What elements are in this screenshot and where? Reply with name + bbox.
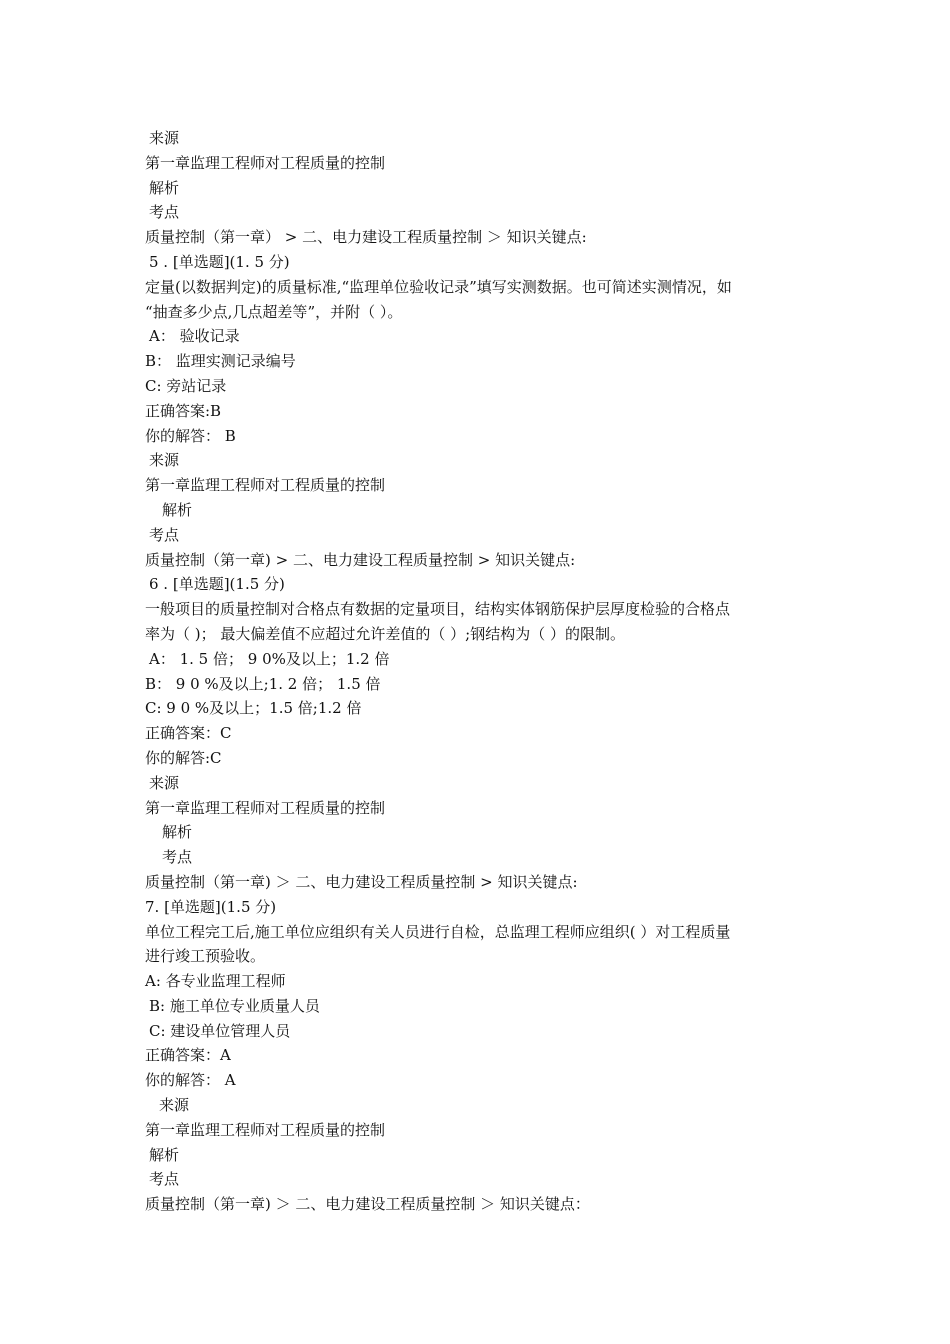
your-answer: 你的解答： A — [145, 1071, 236, 1090]
knowledge-point-text: 质量控制（第一章) ＞ 二、电力建设工程质量控制 > 知识关键点: — [145, 872, 578, 891]
question-header: 5 . [单选题](1. 5 分) — [149, 252, 290, 271]
your-answer: 你的解答:C — [145, 748, 222, 767]
question-stem-line: 定量(以数据判定)的质量标准,“监理单位验收记录”填写实测数据。也可简述实测情况，如 — [145, 277, 732, 296]
knowledge-point-label: 考点 — [149, 1170, 180, 1189]
option-a: A： 验收记录 — [149, 327, 240, 346]
question-stem-line: 单位工程完工后,施工单位应组织有关人员进行自检，总监理工程师应组织( ）对工程质量 — [145, 922, 731, 941]
question-stem-line: “抽查多少点,几点超差等”，并附（ ）。 — [145, 302, 403, 321]
source-text: 第一章监理工程师对工程质量的控制 — [145, 798, 386, 817]
analysis-label: 解析 — [162, 500, 193, 519]
analysis-label: 解析 — [149, 178, 180, 197]
knowledge-point-text: 质量控制（第一章) ＞ 二、电力建设工程质量控制 ＞ 知识关键点： — [145, 1195, 590, 1214]
question-stem-line: 一般项目的质量控制对合格点有数据的定量项目，结构实体钢筋保护层厚度检验的合格点 — [145, 600, 731, 619]
option-c: C: 旁站记录 — [145, 376, 227, 395]
analysis-label: 解析 — [162, 823, 193, 842]
question-stem-line: 率为（ )； 最大偏差值不应超过允许差值的（ ）;钢结构为（ ）的限制。 — [145, 624, 625, 643]
knowledge-point-label: 考点 — [149, 203, 180, 222]
knowledge-point-text: 质量控制（第一章) > 二、电力建设工程质量控制 > 知识关键点: — [145, 550, 576, 569]
source-text: 第一章监理工程师对工程质量的控制 — [145, 1120, 386, 1139]
question-stem-line: 进行竣工预验收。 — [145, 947, 266, 966]
source-label: 来源 — [149, 129, 180, 147]
correct-answer: 正确答案:B — [145, 401, 222, 420]
knowledge-point-label: 考点 — [149, 525, 180, 544]
source-label: 来源 — [159, 1096, 190, 1115]
option-c: C: 9 0 %及以上；1.5 倍;1.2 倍 — [145, 699, 362, 718]
option-b: B: 施工单位专业质量人员 — [149, 996, 320, 1015]
question-header: 6 . [单选题](1.5 分) — [149, 575, 285, 594]
analysis-label: 解析 — [149, 1145, 180, 1164]
your-answer: 你的解答： B — [145, 426, 236, 445]
source-text: 第一章监理工程师对工程质量的控制 — [145, 476, 386, 495]
knowledge-point-text: 质量控制（第一章） > 二、电力建设工程质量控制 ＞ 知识关键点: — [145, 228, 587, 247]
option-c: C: 建设单位管理人员 — [149, 1021, 291, 1040]
correct-answer: 正确答案：A — [145, 1046, 231, 1065]
source-label: 来源 — [149, 773, 180, 792]
knowledge-point-label: 考点 — [162, 848, 193, 867]
question-header: 7. [单选题](1.5 分) — [145, 897, 277, 916]
document-page — [145, 126, 825, 1217]
source-text: 第一章监理工程师对工程质量的控制 — [145, 153, 386, 172]
option-b: B： 9 0 %及以上;1. 2 倍； 1.5 倍 — [145, 674, 381, 693]
source-label: 来源 — [149, 451, 180, 470]
option-a: A： 1. 5 倍； 9 0%及以上；1.2 倍 — [149, 649, 390, 668]
option-a: A: 各专业监理工程师 — [145, 972, 286, 991]
correct-answer: 正确答案：C — [145, 724, 232, 743]
option-b: B： 监理实测记录编号 — [145, 352, 296, 371]
